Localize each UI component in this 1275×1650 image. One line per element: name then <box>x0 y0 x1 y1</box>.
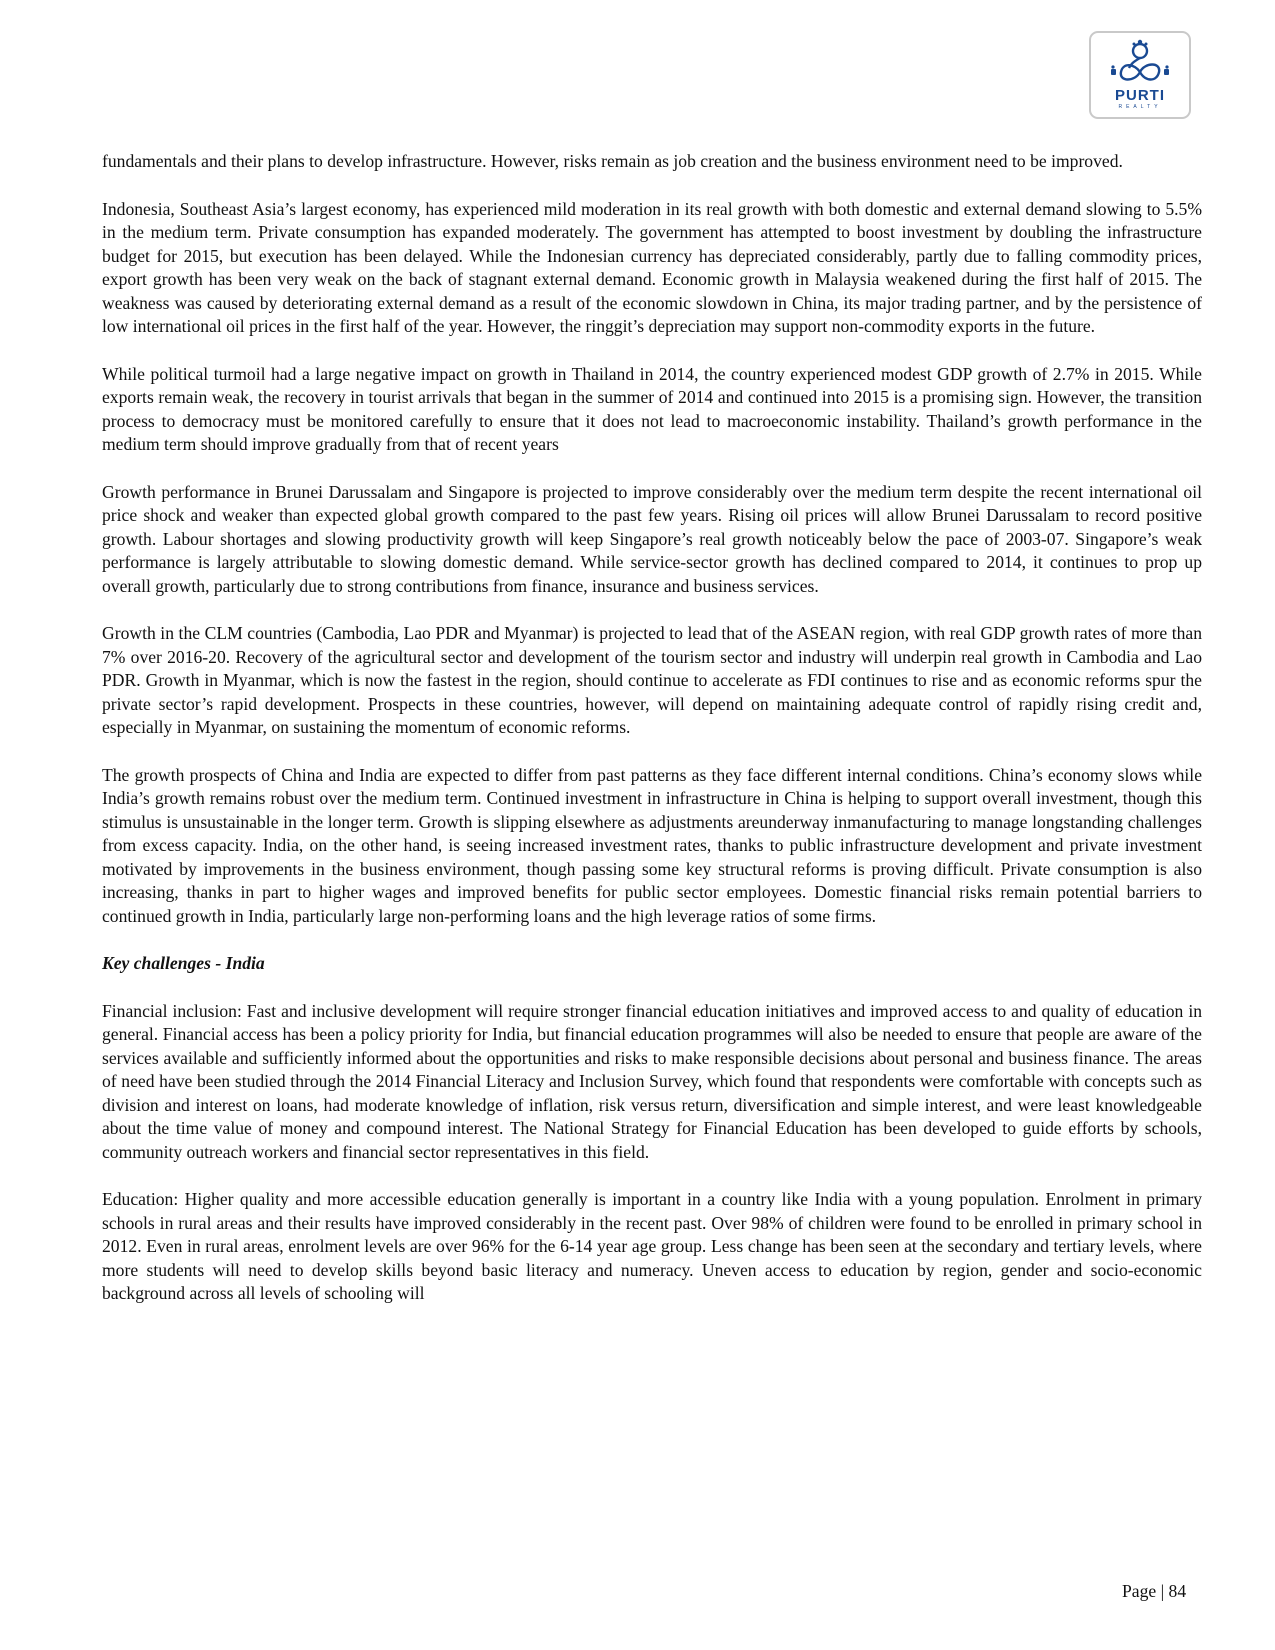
section-heading: Key challenges - India <box>102 953 265 973</box>
purti-emblem-icon <box>1105 38 1175 90</box>
paragraph: The growth prospects of China and India are expected to differ from past patterns as they face different internal conditions. China’s economy slows while India’s growth remains robust over the medium term. Continued investment in infrastructure in China is helping to support overall investment, though this stimulus is unsustainable in the longer term. Growth is slipping elsewhere as adjustments areunderway inmanufacturing to manage longstanding challenges from excess capacity. India, on the other hand, is seeing increased investment rates, thanks to public infrastructure development and private investment motivated by improvements in the business environment, though passing some key structural reforms is proving difficult. Private consumption is also increasing, thanks in part to higher wages and improved benefits for public sector employees. Domestic financial risks remain potential barriers to continued growth in India, particularly large non-performing loans and the high leverage ratios of some firms. <box>102 764 1202 926</box>
paragraph: Growth performance in Brunei Darussalam and Singapore is projected to improve considerably over the medium term despite the recent international oil price shock and weaker than expected global growth compared to the past few years. Rising oil prices will allow Brunei Darussalam to record positive growth. Labour shortages and slowing productivity growth will keep Singapore’s real growth noticeably below the pace of 2003-07. Singapore’s weak performance is largely attributable to slowing domestic demand. While service-sector growth has declined compared to 2014, it continues to prop up overall growth, particularly due to strong contributions from finance, insurance and business services. <box>102 481 1202 596</box>
purti-logo <box>1089 31 1191 119</box>
logo-subtitle-text: REALTY <box>1118 104 1162 110</box>
paragraph: Education: Higher quality and more accessible education generally is important in a country like India with a young population. Enrolment in primary schools in rural areas and their results have improved considerably in the recent past. Over 98% of children were found to be enrolled in primary school in 2012. Even in rural areas, enrolment levels are over 96% for the 6-14 year age group. Less change has been seen at the secondary and tertiary levels, where more students will need to develop skills beyond basic literacy and numeracy. Uneven access to education by region, gender and socio-economic background across all levels of schooling will <box>102 1189 1202 1303</box>
paragraph: Financial inclusion: Fast and inclusive development will require stronger financial education initiatives and improved access to and quality of education in general. Financial access has been a policy priority for India, but financial education programmes will also be needed to ensure that people are aware of the services available and sufficiently informed about the opportunities and risks to make responsible decisions about personal and business finance. The areas of need have been studied through the 2014 Financial Literacy and Inclusion Survey, which found that respondents were comfortable with concepts such as division and interest on loans, had moderate knowledge of inflation, risk versus return, diversification and simple interest, and were least knowledgeable about the time value of money and compound interest. The National Strategy for Financial Education has been developed to guide efforts by schools, community outreach workers and financial sector representatives in this field. <box>102 1000 1202 1162</box>
paragraph: Indonesia, Southeast Asia’s largest economy, has experienced mild moderation in its real growth with both domestic and external demand slowing to 5.5% in the medium term. Private consumption has expanded moderately. The government has attempted to boost investment by doubling the infrastructure budget for 2015, but execution has been delayed. While the Indonesian currency has depreciated considerably, partly due to falling commodity prices, export growth has been very weak on the back of stagnant external demand. Economic growth in Malaysia weakened during the first half of 2015. The weakness was caused by deteriorating external demand as a result of the economic slowdown in China, its major trading partner, and by the persistence of low international oil prices in the first half of the year. However, the ringgit’s depreciation may support non-commodity exports in the future. <box>102 198 1202 336</box>
page-number: Page | 84 <box>1122 1581 1187 1601</box>
paragraph: fundamentals and their plans to develop infrastructure. However, risks remain as job creation and the business environment need to be improved. <box>102 151 1123 171</box>
paragraph: Growth in the CLM countries (Cambodia, Lao PDR and Myanmar) is projected to lead that of the ASEAN region, with real GDP growth rates of more than 7% over 2016-20. Recovery of the agricultural sector and development of the tourism sector and industry will underpin real growth in Cambodia and Lao PDR. Growth in Myanmar, which is now the fastest in the region, should continue to accelerate as FDI continues to rise and as economic reforms spur the private sector’s rapid development. Prospects in these countries, however, will depend on maintaining adequate control of rapidly rising credit and, especially in Myanmar, on sustaining the momentum of economic reforms. <box>102 623 1202 737</box>
paragraph: While political turmoil had a large negative impact on growth in Thailand in 2014, the country experienced modest GDP growth of 2.7% in 2015. While exports remain weak, the recovery in tourist arrivals that began in the summer of 2014 and continued into 2015 is a promising sign. However, the transition process to democracy must be monitored carefully to ensure that it does not lead to macroeconomic instability. Thailand’s growth performance in the medium term should improve gradually from that of recent years <box>102 363 1202 454</box>
document-body <box>102 150 1202 1330</box>
logo-brand-text: PURTI <box>1115 87 1165 104</box>
